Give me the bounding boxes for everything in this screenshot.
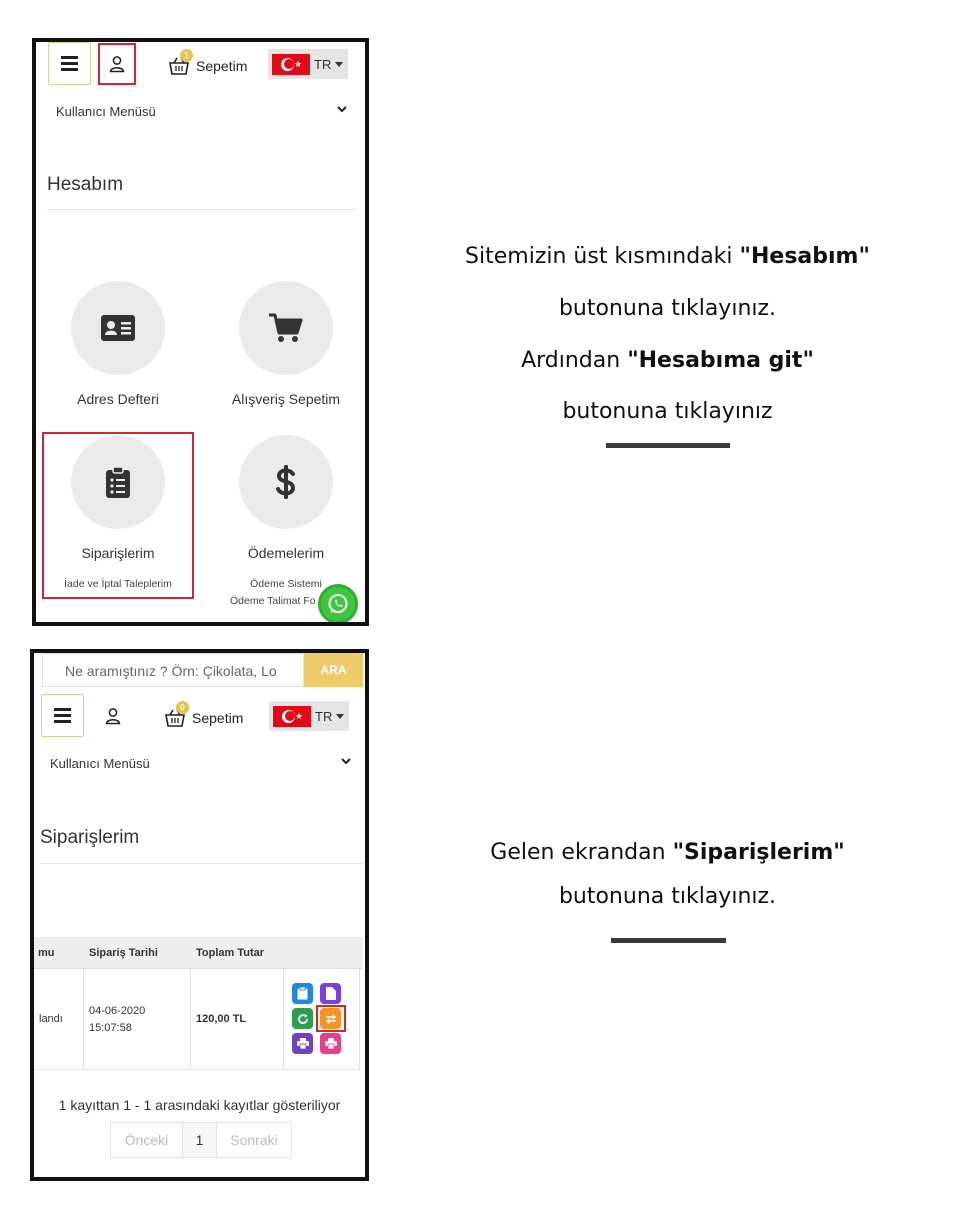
return-button-highlight (316, 1005, 346, 1032)
page-title: Siparişlerim (40, 827, 140, 848)
tile-label: Ödemelerim (247, 545, 325, 561)
cell-divider (83, 969, 84, 1069)
cell-divider (190, 969, 191, 1069)
instruction-text: Sitemizin üst kısmındaki (465, 244, 740, 269)
orders-tile-highlight (42, 432, 194, 599)
instruction-line: butonuna tıklayınız (562, 399, 773, 424)
tile-cart-circle[interactable] (239, 281, 333, 375)
instruction-text: Gelen ekrandan (490, 840, 673, 865)
cell-divider (359, 969, 360, 1069)
cart-button[interactable] (164, 703, 243, 733)
turkey-flag-icon: ★ (272, 54, 310, 75)
column-header: Toplam Tutar (196, 947, 265, 959)
cart-label: Sepetim (196, 58, 248, 74)
turkey-flag-icon: ★ (273, 706, 311, 727)
pagination-prev[interactable]: Önceki (110, 1122, 183, 1158)
cart-button[interactable] (168, 51, 247, 81)
tile-sublink[interactable]: Ödeme Talimat Fo (230, 595, 316, 607)
order-status-cell: landı (39, 1013, 63, 1025)
tile-label: Adres Defteri (77, 391, 159, 407)
cart-count-badge: 0 (176, 701, 189, 714)
instruction-highlight: "Siparişlerim" (672, 840, 845, 865)
instruction-highlight: "Hesabım" (739, 244, 870, 269)
print-invoice-button[interactable] (320, 1033, 341, 1054)
row-divider (34, 1069, 360, 1070)
instruction-line: butonuna tıklayınız. (558, 296, 777, 321)
caret-down-icon (336, 714, 344, 719)
column-header: Sipariş Tarihi (89, 947, 158, 959)
cart-count-badge: 1 (180, 49, 193, 62)
hamburger-icon (61, 62, 78, 65)
whatsapp-icon (326, 592, 350, 616)
account-screen (32, 38, 369, 626)
tile-sublink[interactable]: İade ve İptal Taleplerim (64, 578, 172, 590)
tile-payments-circle[interactable] (239, 435, 333, 529)
title-divider (40, 863, 363, 864)
pagination-next[interactable]: Sonraki (216, 1122, 292, 1158)
language-code: TR (315, 708, 333, 724)
order-time-cell: 15:07:58 (89, 1022, 132, 1034)
instruction-line (380, 348, 955, 373)
instruction-line (380, 244, 955, 269)
tile-label: Alışveriş Sepetim (231, 391, 341, 407)
column-header: mu (38, 947, 55, 959)
search-button[interactable]: ARA (304, 653, 363, 687)
reorder-button[interactable] (292, 1008, 313, 1029)
basket-icon (164, 703, 186, 728)
search-input[interactable]: Ne aramıştınız ? Örn: Çikolata, Lo (42, 653, 304, 687)
print-button[interactable] (292, 1033, 313, 1054)
top-bar (34, 693, 365, 737)
whatsapp-button[interactable] (318, 584, 358, 624)
order-total-cell: 120,00 TL (196, 1013, 247, 1025)
file-icon (326, 987, 336, 1000)
user-menu-toggle[interactable]: Kullanıcı Menüsü (56, 104, 156, 119)
menu-button[interactable] (41, 694, 84, 737)
language-selector[interactable] (268, 49, 348, 79)
language-code: TR (314, 56, 332, 72)
user-menu-toggle[interactable]: Kullanıcı Menüsü (50, 756, 150, 771)
clipboard-icon (297, 987, 308, 1000)
dollar-icon (275, 465, 297, 499)
cell-divider (283, 969, 284, 1069)
orders-screen (30, 649, 369, 1181)
chevron-down-icon[interactable] (341, 754, 351, 768)
cart-icon (268, 312, 304, 344)
page-title: Hesabım (47, 174, 124, 195)
tile-sublink[interactable]: Ödeme Sistemi (250, 578, 322, 590)
instruction-text: Ardından (521, 348, 628, 373)
separator-bar (611, 938, 726, 943)
menu-button[interactable] (48, 42, 91, 85)
tile-address-circle[interactable] (71, 281, 165, 375)
instruction-line (380, 840, 955, 865)
account-button[interactable] (94, 695, 132, 737)
account-button-highlight (98, 43, 136, 85)
address-card-icon (101, 315, 135, 341)
order-date-cell: 04-06-2020 (89, 1005, 146, 1017)
pagination-info: 1 kayıttan 1 - 1 arasındaki kayıtlar gösteriliyor (58, 1097, 341, 1113)
caret-down-icon (335, 62, 343, 67)
user-icon (104, 707, 122, 725)
printer-icon (297, 1038, 309, 1049)
top-bar (36, 42, 365, 86)
invoice-button[interactable] (320, 983, 341, 1004)
printer-icon (325, 1038, 337, 1049)
chevron-down-icon[interactable] (337, 102, 347, 116)
separator-bar (606, 443, 730, 448)
cart-label: Sepetim (192, 710, 244, 726)
instruction-highlight: "Hesabıma git" (627, 348, 814, 373)
language-selector[interactable] (269, 701, 349, 731)
tile-label: Siparişlerim (81, 545, 155, 561)
hamburger-icon (54, 714, 71, 717)
pagination-page[interactable]: 1 (182, 1122, 217, 1158)
order-detail-button[interactable] (292, 983, 313, 1004)
instruction-line: butonuna tıklayınız. (558, 884, 777, 909)
title-divider (47, 209, 357, 210)
refresh-icon (297, 1013, 309, 1025)
table-header (34, 937, 363, 969)
basket-icon (168, 51, 190, 76)
